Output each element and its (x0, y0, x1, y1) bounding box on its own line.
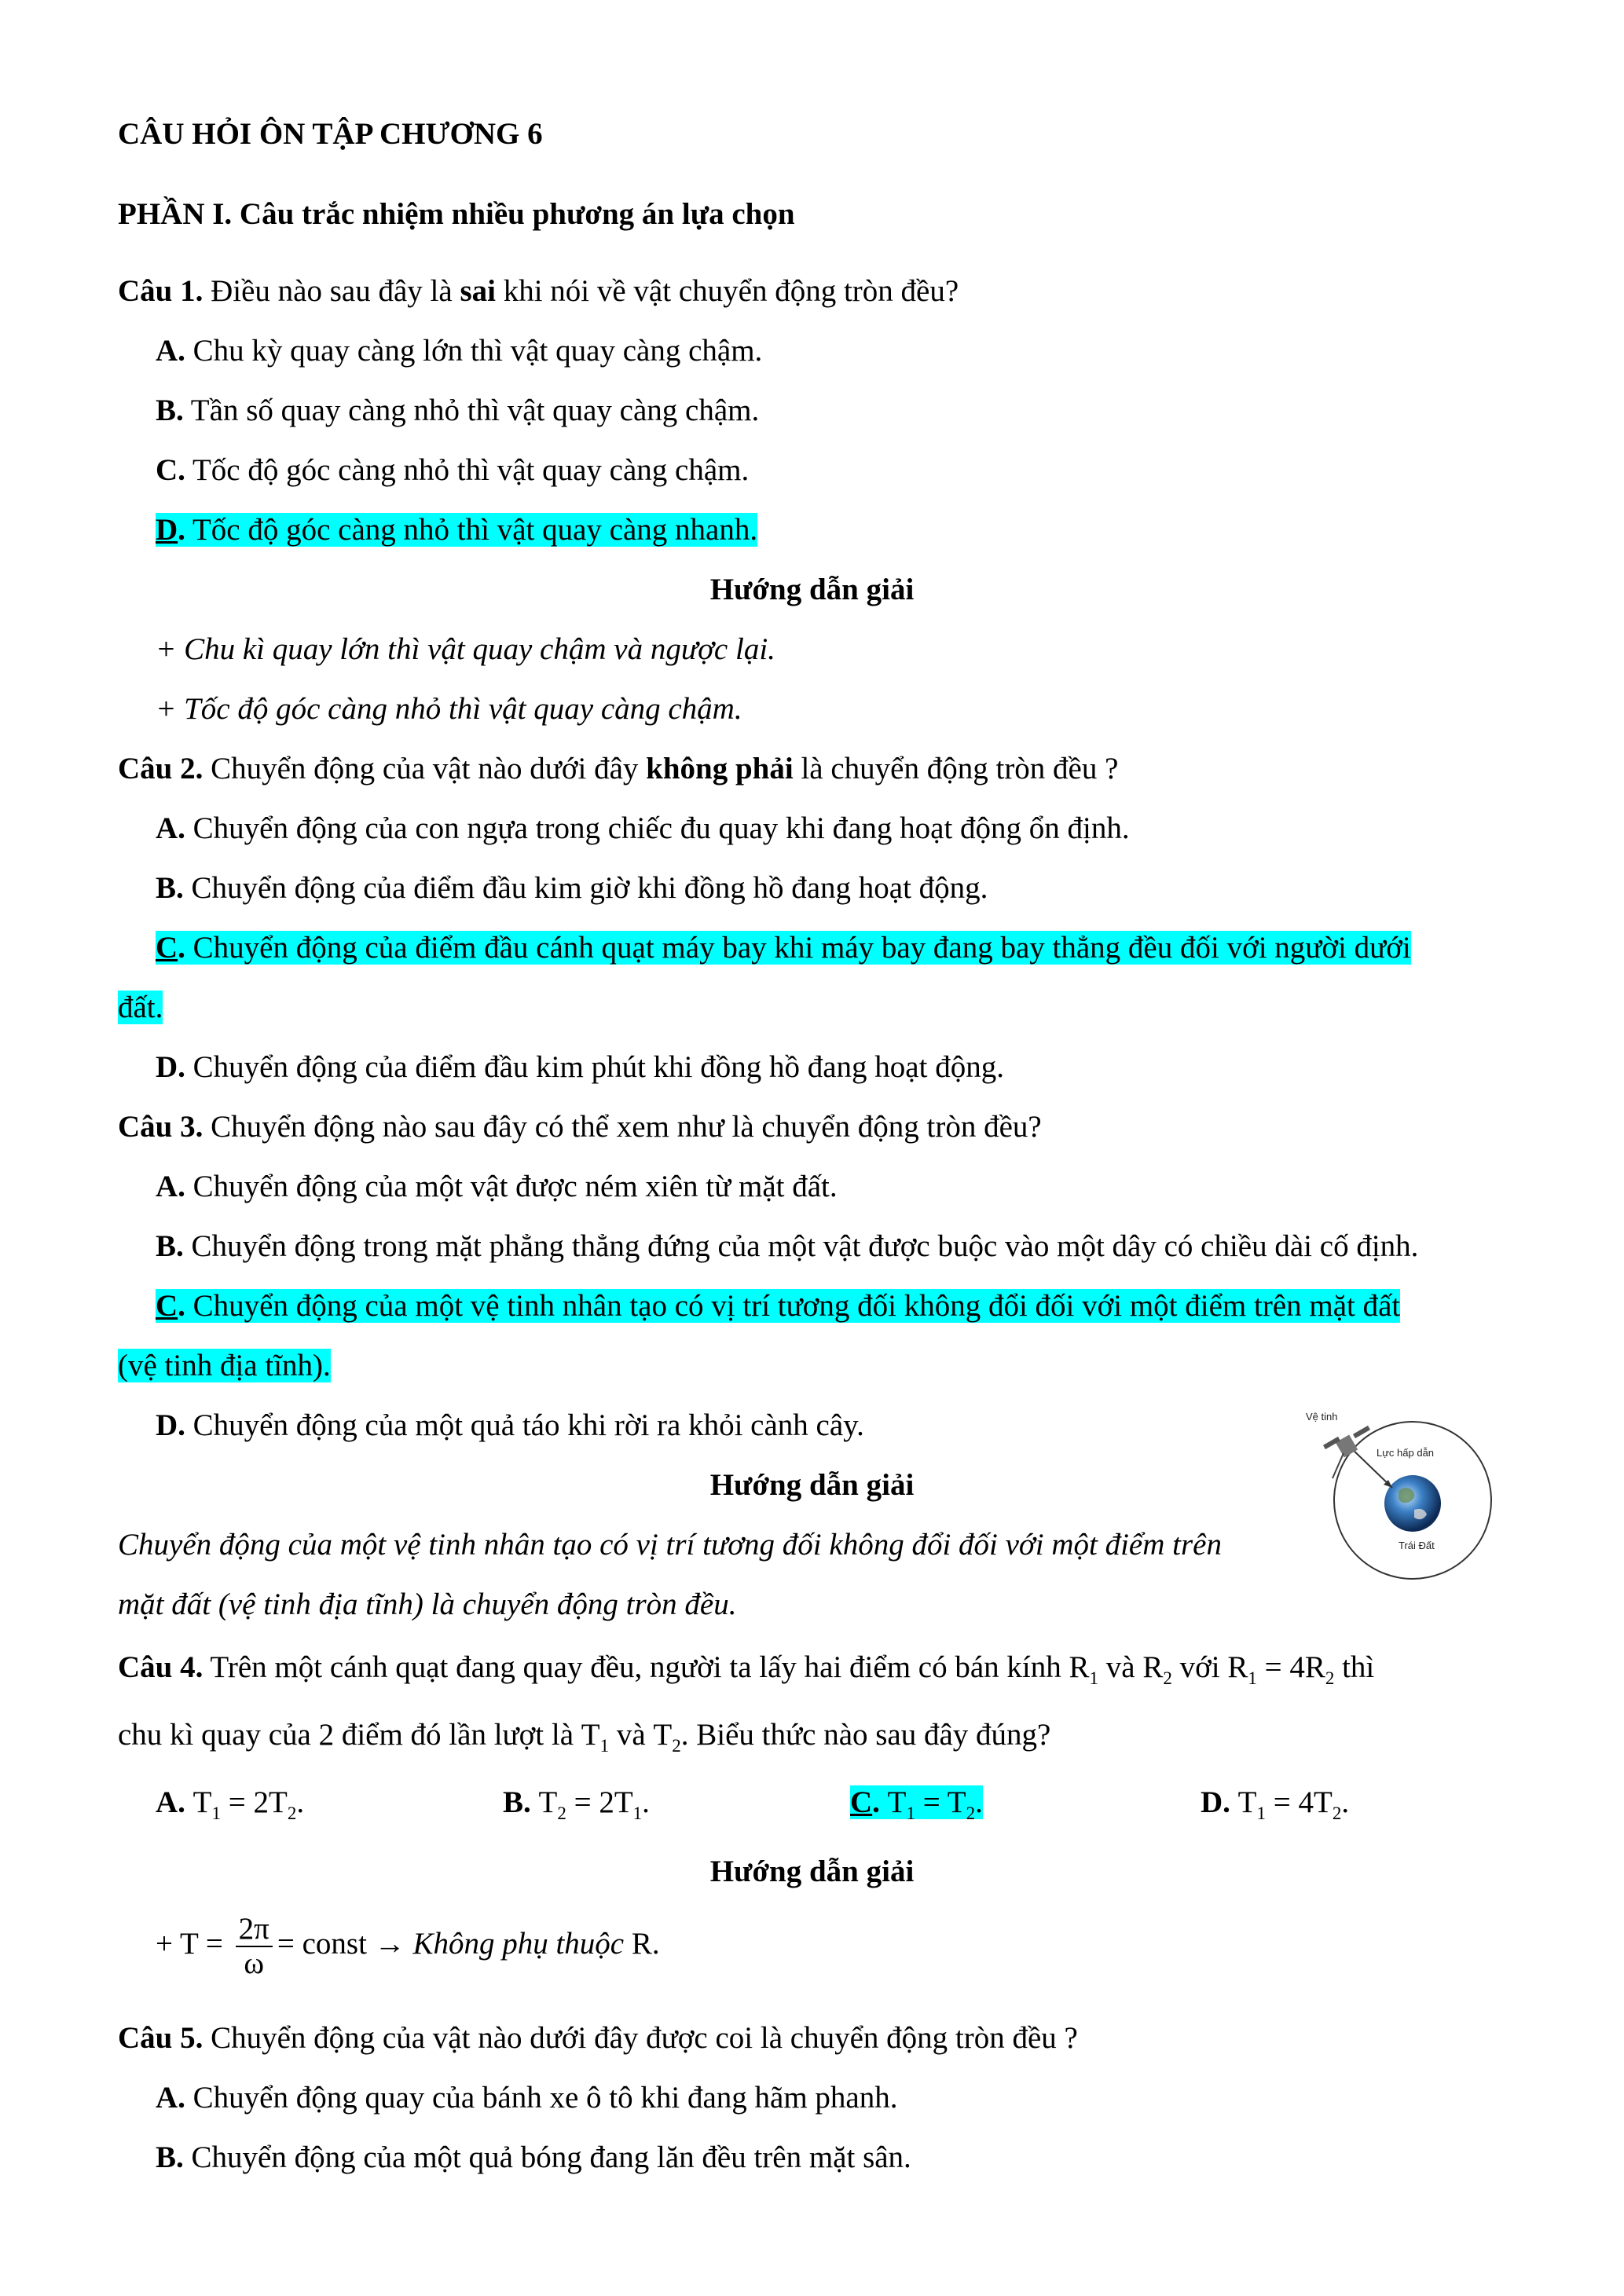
question-text: . Biểu thức nào sau đây đúng? (680, 1718, 1051, 1752)
option-text: Tần số quay càng nhỏ thì vật quay càng chậm. (183, 394, 760, 427)
question-2 (118, 751, 1118, 787)
math-var: T (538, 1785, 558, 1819)
option-d (1201, 1785, 1349, 1832)
option-text: (vệ tinh địa tĩnh). (118, 1349, 331, 1382)
guide-line: Chuyển động của một vệ tinh nhân tạo có vị trí tương đối không đổi đối với một điểm trên (118, 1528, 1222, 1562)
option-a (156, 1169, 838, 1205)
fraction-denominator: ω (244, 1946, 265, 1981)
option-d-correct (156, 512, 757, 548)
option-c-correct (156, 930, 1411, 966)
subscript: 2 (557, 1803, 566, 1823)
option-b (503, 1785, 650, 1832)
punctuation: . (1341, 1785, 1350, 1819)
option-text: Chuyển động của một vệ tinh nhân tạo có vị trí tương đối không đổi đối với một điểm trên mặt đất (185, 1289, 1401, 1323)
subscript: 2 (1163, 1668, 1172, 1688)
math-expr: = T (922, 1785, 966, 1819)
question-label: Câu 4. (118, 1650, 203, 1684)
option-text: Tốc độ góc càng nhỏ thì vật quay càng chậm. (185, 453, 750, 487)
option-c (156, 452, 749, 489)
option-b (156, 1229, 1418, 1265)
math-expr: = 4R (1256, 1650, 1325, 1684)
earth-label: Trái Đất (1399, 1540, 1435, 1551)
emphasis: sai (460, 274, 496, 308)
satellite-label: Vệ tinh (1306, 1411, 1338, 1423)
subscript: 2 (1332, 1803, 1342, 1823)
math-var: R (1227, 1650, 1248, 1684)
subscript: 1 (599, 1736, 610, 1756)
option-a (156, 811, 1130, 847)
math-expr: = 4T (1273, 1785, 1333, 1819)
math-var: R (1069, 1650, 1090, 1684)
option-text: Chuyển động của điểm đầu kim giờ khi đồng hồ đang hoạt động. (183, 871, 988, 905)
subscript: 2 (966, 1803, 976, 1823)
subscript: 1 (906, 1803, 915, 1823)
subscript: 1 (632, 1803, 643, 1823)
option-dot: . (178, 1289, 185, 1323)
option-letter: C (156, 931, 178, 965)
question-text: chu kì quay của 2 điểm đó lần lượt là (118, 1718, 581, 1752)
guide-title: Hướng dẫn giải (709, 1855, 915, 1888)
option-c-correct (850, 1785, 983, 1832)
subscript: 1 (1248, 1668, 1257, 1688)
guide-text: Không phụ thuộc (405, 1927, 632, 1961)
option-a (156, 1785, 304, 1832)
question-text: Chuyển động nào sau đây có thể xem như là chuyển động tròn đều? (203, 1110, 1042, 1144)
punctuation: . (975, 1785, 983, 1819)
option-text: Chu kỳ quay càng lớn thì vật quay càng chậm. (185, 334, 763, 368)
subscript: 2 (287, 1803, 297, 1823)
option-letter: D. (156, 1050, 185, 1084)
fraction (236, 1913, 273, 1980)
option-c-correct (156, 1288, 1400, 1324)
math-var: R (631, 1927, 652, 1961)
option-text: Chuyển động trong mặt phẳng thẳng đứng của một vật được buộc vào một dây có chiều dài cố định. (183, 1229, 1419, 1263)
question-label: Câu 2. (118, 752, 203, 785)
option-b (156, 2140, 911, 2176)
option-letter: D. (1201, 1785, 1230, 1819)
option-dot: . (178, 513, 185, 547)
question-3 (118, 1109, 1042, 1145)
option-text: đất. (118, 991, 163, 1024)
option-text: Chuyển động của điểm đầu kim phút khi đồng hồ đang hoạt động. (185, 1050, 1004, 1084)
fraction-numerator: 2π (236, 1913, 273, 1947)
option-c-continued (118, 990, 163, 1026)
subscript: 1 (211, 1803, 221, 1823)
option-text: Chuyển động của con ngựa trong chiếc đu quay khi đang hoạt động ổn định. (185, 811, 1130, 845)
option-letter: B. (156, 1229, 184, 1263)
option-d (156, 1408, 864, 1444)
option-text: Chuyển động của điểm đầu cánh quạt máy bay khi máy bay đang bay thẳng đều đối với người dưới (185, 931, 1411, 965)
option-letter: A. (156, 1170, 185, 1203)
option-a (156, 333, 762, 369)
math-expr: = const → (277, 1927, 405, 1961)
option-letter: A. (156, 1785, 185, 1819)
option-text: Chuyển động quay của bánh xe ô tô khi đang hãm phanh. (185, 2081, 898, 2115)
math-var: T (653, 1718, 673, 1752)
punctuation: . (642, 1785, 650, 1819)
section-heading: PHẦN I. Câu trắc nhiệm nhiều phương án lựa chọn (118, 197, 795, 231)
question-text: và (1098, 1650, 1143, 1684)
guide-title: Hướng dẫn giải (709, 1468, 915, 1502)
satellite-icon (1323, 1426, 1370, 1478)
subscript: 1 (1089, 1668, 1099, 1688)
math-var: T (1237, 1785, 1257, 1819)
option-letter: D. (156, 1408, 185, 1442)
option-letter: B. (156, 394, 184, 427)
question-text: là chuyển động tròn đều ? (793, 752, 1119, 785)
math-var: R (1142, 1650, 1164, 1684)
option-letter: B. (156, 2140, 184, 2174)
question-text: với (1171, 1650, 1228, 1684)
question-text: thì (1334, 1650, 1375, 1684)
option-letter: C (850, 1785, 873, 1819)
option-dot: . (872, 1785, 880, 1819)
math-expr: + T = (156, 1927, 231, 1961)
question-5 (118, 2020, 1078, 2056)
option-b (156, 393, 759, 429)
option-letter: A. (156, 811, 185, 845)
subscript: 1 (1256, 1803, 1266, 1823)
option-letter: B. (156, 871, 184, 905)
option-letter: D (156, 513, 178, 547)
page-title: CÂU HỎI ÔN TẬP CHƯƠNG 6 (118, 117, 543, 151)
option-dot: . (178, 931, 185, 965)
option-letter: C (156, 1289, 178, 1323)
option-letter: B. (503, 1785, 531, 1819)
satellite-orbit-figure (1304, 1406, 1501, 1587)
question-text: Chuyển động của vật nào dưới đây được coi là chuyển động tròn đều ? (203, 2021, 1078, 2055)
question-text: Điều nào sau đây là (203, 274, 460, 308)
emphasis: không phải (646, 752, 794, 785)
option-text: Tốc độ góc càng nhỏ thì vật quay càng nhanh. (185, 513, 758, 547)
guide-line: mặt đất (vệ tinh địa tĩnh) là chuyển động tròn đều. (118, 1587, 737, 1621)
guide-line: + Chu kì quay lớn thì vật quay chậm và ngược lại. (156, 632, 775, 666)
option-b (156, 870, 988, 906)
punctuation: . (651, 1927, 660, 1961)
subscript: 2 (672, 1736, 681, 1756)
math-var: T (192, 1785, 212, 1819)
question-4-line2 (118, 1717, 1050, 1764)
option-text: Chuyển động của một vật được ném xiên từ mặt đất. (185, 1170, 838, 1203)
question-1 (118, 273, 959, 309)
punctuation: . (296, 1785, 305, 1819)
question-label: Câu 5. (118, 2021, 203, 2055)
question-4 (118, 1650, 1374, 1697)
question-text: Chuyển động của vật nào dưới đây (203, 752, 647, 785)
math-var: T (581, 1718, 600, 1752)
option-letter: A. (156, 2081, 185, 2115)
question-text: khi nói về vật chuyển động tròn đều? (495, 274, 959, 308)
guide-formula (156, 1909, 660, 1980)
guide-line: + Tốc độ góc càng nhỏ thì vật quay càng chậm. (156, 692, 742, 726)
option-letter: A. (156, 334, 185, 368)
option-text: Chuyển động của một quả táo khi rời ra khỏi cành cây. (185, 1408, 864, 1442)
option-c-continued (118, 1348, 331, 1384)
question-label: Câu 3. (118, 1110, 203, 1144)
question-text: Trên một cánh quạt đang quay đều, người ta lấy hai điểm có bán kính (203, 1650, 1069, 1684)
guide-title: Hướng dẫn giải (709, 573, 915, 606)
subscript: 2 (1325, 1668, 1335, 1688)
option-d (156, 1049, 1004, 1086)
math-expr: = 2T (574, 1785, 633, 1819)
earth-icon (1384, 1475, 1441, 1532)
force-label: Lực hấp dẫn (1377, 1447, 1435, 1459)
option-text: Chuyển động của một quả bóng đang lăn đều trên mặt sân. (183, 2140, 911, 2174)
question-label: Câu 1. (118, 274, 203, 308)
math-var: T (887, 1785, 907, 1819)
math-expr: = 2T (228, 1785, 288, 1819)
option-a (156, 2080, 897, 2116)
option-letter: C. (156, 453, 185, 487)
question-text: và (609, 1718, 654, 1752)
